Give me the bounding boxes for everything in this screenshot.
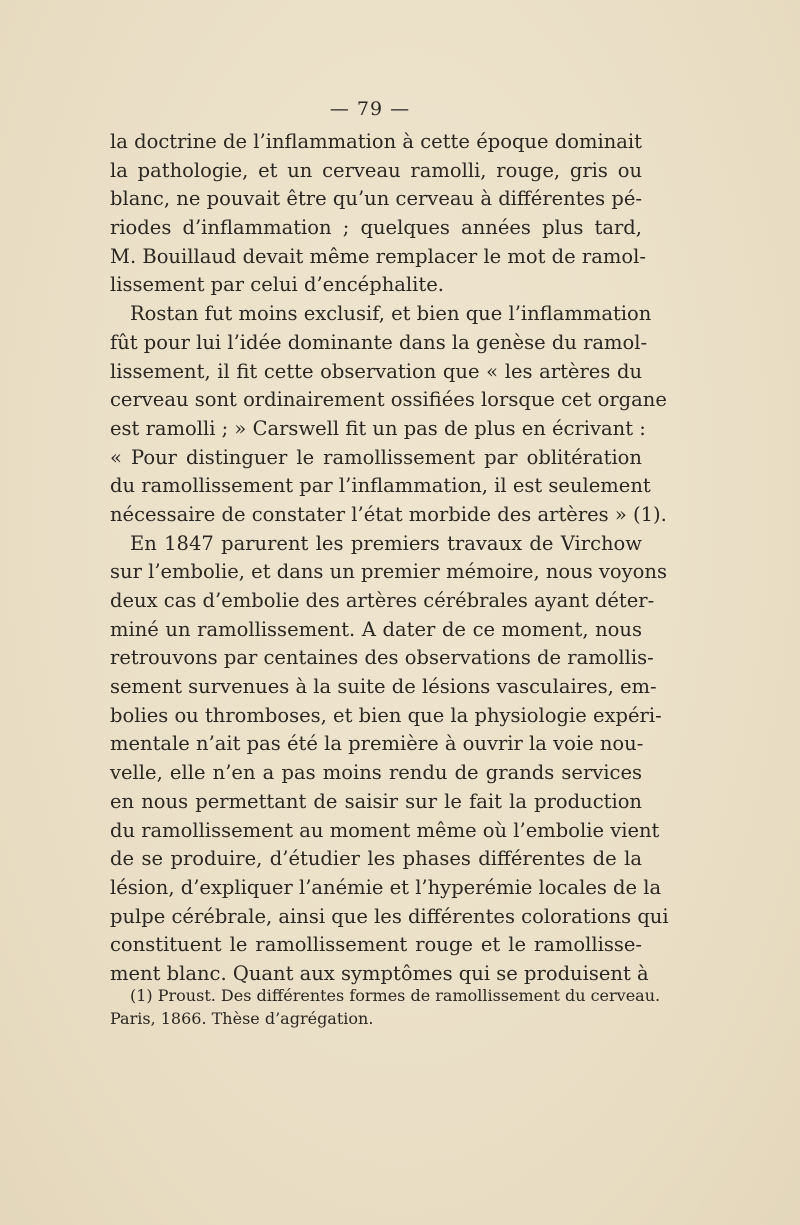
text-line: lésion, d’expliquer l’anémie et l’hyperémie locales de la	[110, 875, 662, 899]
text-line: velle, elle n’en a pas moins rendu de grands services	[110, 761, 642, 785]
text-line: de se produire, d’étudier les phases différentes de la	[110, 847, 642, 871]
text-line: « Pour distinguer le ramollissement par oblitération	[110, 445, 642, 469]
footnote-line: Paris, 1866. Thèse d’agrégation.	[110, 1009, 374, 1028]
text-line: en nous permettant de saisir sur le fait la production	[110, 789, 642, 813]
text-line: deux cas d’embolie des artères cérébrales ayant déter-	[110, 589, 655, 612]
text-line: ment blanc. Quant aux symptômes qui se produisent à	[110, 961, 649, 985]
text-line: cerveau sont ordinairement ossifiées lorsque cet organe	[110, 388, 667, 412]
footnote	[110, 984, 661, 1030]
text-line: lissement, il fit cette observation que « les artères du	[110, 359, 642, 383]
text-line: constituent le ramollissement rouge et le ramollisse-	[110, 933, 642, 957]
text-line: du ramollissement par l’inflammation, il est seulement	[110, 474, 651, 498]
text-line: bolies ou thromboses, et bien que la physiologie expéri-	[110, 703, 662, 727]
text-line: blanc, ne pouvait être qu’un cerveau à différentes pé-	[110, 187, 642, 211]
text-line: miné un ramollissement. A dater de ce moment, nous	[110, 617, 642, 641]
text-line: lissement par celui d’encéphalite.	[110, 273, 444, 297]
text-line: M. Bouillaud devait même remplacer le mot de ramol-	[110, 244, 646, 268]
text-line: nécessaire de constater l’état morbide des artères » (1).	[110, 502, 667, 526]
text-line: retrouvons par centaines des observations de ramollis-	[110, 646, 654, 670]
page-number: — 79 —	[329, 98, 411, 120]
text-line: pulpe cérébrale, ainsi que les différentes colorations qui	[110, 904, 669, 928]
text-line: sement survenues à la suite de lésions vasculaires, em-	[110, 675, 657, 699]
body-text	[110, 128, 669, 989]
text-line: riodes d’inflammation ; quelques années plus tard,	[110, 216, 642, 240]
text-line: la pathologie, et un cerveau ramolli, rouge, gris ou	[110, 158, 642, 182]
text-line: du ramollissement au moment même où l’embolie vient	[110, 818, 660, 842]
footnote-line: (1) Proust. Des différentes formes de ramollissement du cerveau.	[130, 986, 661, 1005]
text-line: mentale n’ait pas été la première à ouvrir la voie nou-	[110, 732, 644, 756]
text-line: fût pour lui l’idée dominante dans la genèse du ramol-	[110, 330, 648, 354]
text-line: sur l’embolie, et dans un premier mémoire, nous voyons	[110, 560, 667, 584]
text-line: En 1847 parurent les premiers travaux de Virchow	[130, 531, 642, 555]
text-line: la doctrine de l’inflammation à cette époque dominait	[110, 130, 642, 153]
text-line: est ramolli ; » Carswell fit un pas de plus en écrivant :	[110, 416, 646, 440]
text-line: Rostan fut moins exclusif, et bien que l’inflammation	[130, 302, 652, 326]
